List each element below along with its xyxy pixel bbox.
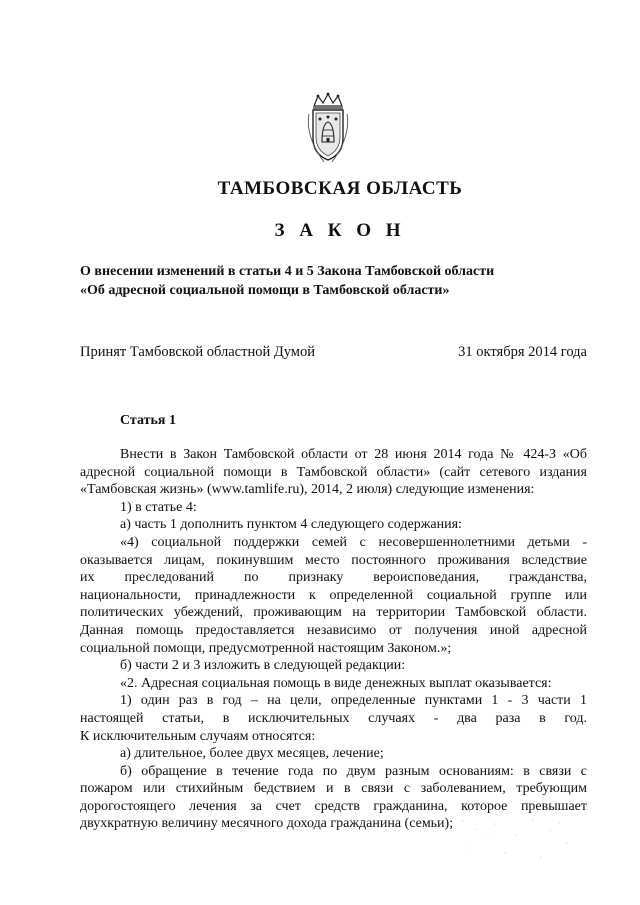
body-line: Внести в Закон Тамбовской области от 28 июня 2014 года № 424-З «Об <box>120 447 587 462</box>
law-subject-line: «Об адресной социальной помощи в Тамбовской области» <box>80 283 450 298</box>
body-line: настоящей статьи, в исключительных случаях - два раза в год. <box>80 710 587 726</box>
body-line: 1) в статье 4: <box>120 499 197 515</box>
body-line: «4) социальной поддержки семей с несовершеннолетними детьми - <box>120 534 587 550</box>
body-line: политических убеждений, проживающим на территории Тамбовской области. <box>80 605 587 621</box>
body-line: Данная помощь предоставляется независимо от получения иной адресной <box>80 622 587 638</box>
body-line: а) длительное, более двух месяцев, лечение; <box>120 746 384 762</box>
article-body <box>80 446 587 833</box>
article-heading: Статья 1 <box>120 413 176 428</box>
adoption-line <box>80 344 587 361</box>
body-line: 1) один раз в год – на цели, определенные пунктами 1 - 3 части 1 <box>120 693 587 709</box>
body-line: адресной социальной помощи в Тамбовской области» (сайт сетевого издания <box>80 464 587 480</box>
region-title: ТАМБОВСКАЯ ОБЛАСТЬ <box>217 178 463 199</box>
scan-noise <box>455 815 575 863</box>
coat-of-arms-icon <box>300 92 356 164</box>
body-line: их преследований по признаку вероисповедания, гражданства, <box>80 570 587 586</box>
body-line: «Тамбовская жизнь» (www.tamlife.ru), 2014, 2 июля) следующие изменения: <box>80 482 535 498</box>
body-line: пожаром или стихийным бедствием и в связи с заболеванием, требующим <box>80 781 587 797</box>
body-line: оказывается лицам, покинувшим место постоянного проживания вследствие <box>80 552 587 568</box>
adoption-date: 31 октября 2014 года <box>458 344 587 360</box>
body-line: «2. Адресная социальная помощь в виде денежных выплат оказывается: <box>120 675 552 691</box>
body-line: а) часть 1 дополнить пунктом 4 следующего содержания: <box>120 517 462 533</box>
body-line: социальной помощи, предусмотренной настоящим Законом.»; <box>80 640 452 656</box>
document-type-title: З А К О Н <box>274 220 406 241</box>
law-subject-line: О внесении изменений в статьи 4 и 5 Закона Тамбовской области <box>80 264 495 279</box>
body-line: К исключительным случаям относятся: <box>80 728 316 744</box>
body-line: б) обращение в течение года по двум разным основаниям: в связи с <box>120 763 587 779</box>
body-line: б) части 2 и 3 изложить в следующей редакции: <box>120 658 406 674</box>
adopted-by: Принят Тамбовской областной Думой <box>80 344 315 360</box>
law-subject <box>80 262 590 300</box>
body-line: двухкратную величину месячного дохода гражданина (семьи); <box>80 816 454 832</box>
body-line: дорогостоящего лечения за счет средств гражданина, которое превышает <box>80 798 587 814</box>
body-line: национальности, принадлежности к определенной социальной группе или <box>80 587 587 603</box>
